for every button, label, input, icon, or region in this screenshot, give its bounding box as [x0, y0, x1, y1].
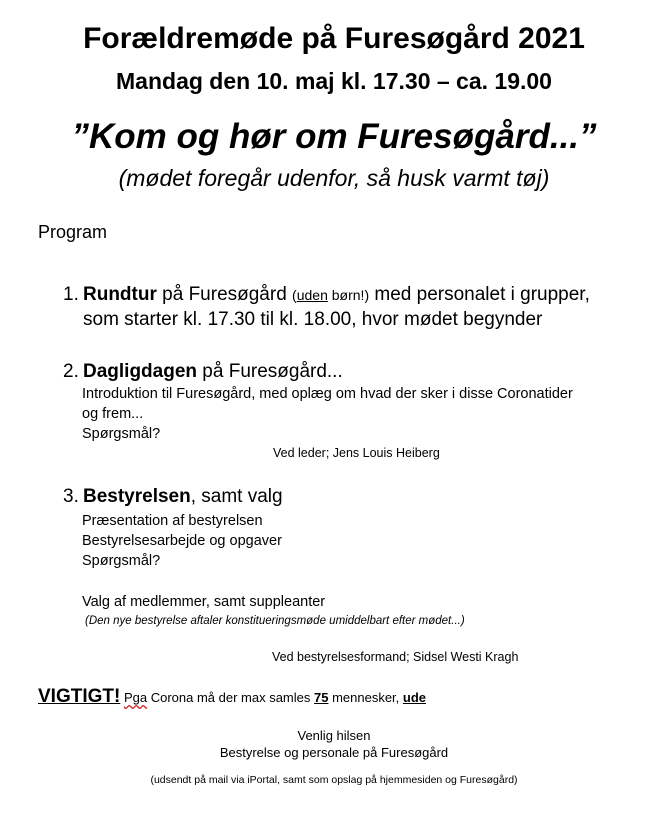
- page-title: Forældremøde på Furesøgård 2021: [83, 22, 585, 55]
- paren-open: (: [292, 287, 297, 303]
- item-text: på Furesøgård...: [197, 361, 343, 382]
- item-text: , samt valg: [190, 486, 283, 507]
- program-item-1-line-2: som starter kl. 17.30 til kl. 18.00, hvor mødet begynder: [83, 309, 543, 330]
- notice-text: Corona må der max samles: [147, 690, 314, 705]
- item-number: 2.: [63, 361, 79, 382]
- children-note: [292, 287, 369, 303]
- notice-text-continued: mennesker,: [328, 690, 403, 705]
- sender: Bestyrelse og personale på Furesøgård: [219, 745, 449, 760]
- slogan: ”Kom og hør om Furesøgård...”: [71, 117, 597, 156]
- meeting-date: Mandag den 10. maj kl. 17.30 – ca. 19.00: [116, 68, 552, 94]
- item-2-questions: Spørgsmål?: [82, 426, 161, 442]
- greeting: Venlig hilsen: [297, 728, 371, 743]
- outdoor-note: (mødet foregår udenfor, så husk varmt tøj): [118, 165, 550, 191]
- item-2-description-2: og frem...: [82, 406, 144, 422]
- program-item-3: [63, 484, 283, 510]
- item-text-continued: med personalet i grupper,: [369, 284, 590, 305]
- item-3-description-1: Præsentation af bestyrelsen: [82, 513, 263, 529]
- item-2-signature: Ved leder; Jens Louis Heiberg: [273, 446, 440, 460]
- item-3-questions: Spørgsmål?: [82, 553, 161, 569]
- item-title: Dagligdagen: [83, 361, 198, 382]
- item-text: på Furesøgård: [156, 284, 293, 305]
- item-3-election: Valg af medlemmer, samt suppleanter: [82, 594, 326, 610]
- item-title: Rundtur: [83, 284, 157, 305]
- item-title: Bestyrelsen: [83, 486, 191, 507]
- item-2-description-1: Introduktion til Furesøgård, med oplæg om hvad der sker i disse Coronatider: [82, 386, 573, 402]
- pga-word: Pga: [123, 690, 148, 705]
- program-heading: Program: [38, 222, 108, 242]
- program-item-1: [63, 282, 590, 308]
- max-count: 75: [314, 690, 329, 705]
- item-number: 3.: [63, 486, 79, 507]
- item-3-election-note: (Den nye bestyrelse aftaler konstitueringsmøde umiddelbart efter mødet...): [85, 615, 465, 627]
- item-number: 1.: [63, 284, 79, 305]
- underlined-word: uden: [296, 287, 328, 303]
- paren-rest: børn!): [327, 287, 370, 303]
- important-notice: [38, 686, 426, 709]
- item-3-description-2: Bestyrelsesarbejde og opgaver: [82, 533, 282, 549]
- distribution-note: (udsendt på mail via iPortal, samt som opslag på hjemmesiden og Furesøgård): [150, 774, 518, 786]
- location-word: ude: [402, 690, 427, 705]
- program-item-2: [63, 359, 343, 385]
- important-label: VIGTIGT!: [38, 686, 121, 707]
- item-3-signature: Ved bestyrelsesformand; Sidsel Westi Kragh: [272, 650, 519, 664]
